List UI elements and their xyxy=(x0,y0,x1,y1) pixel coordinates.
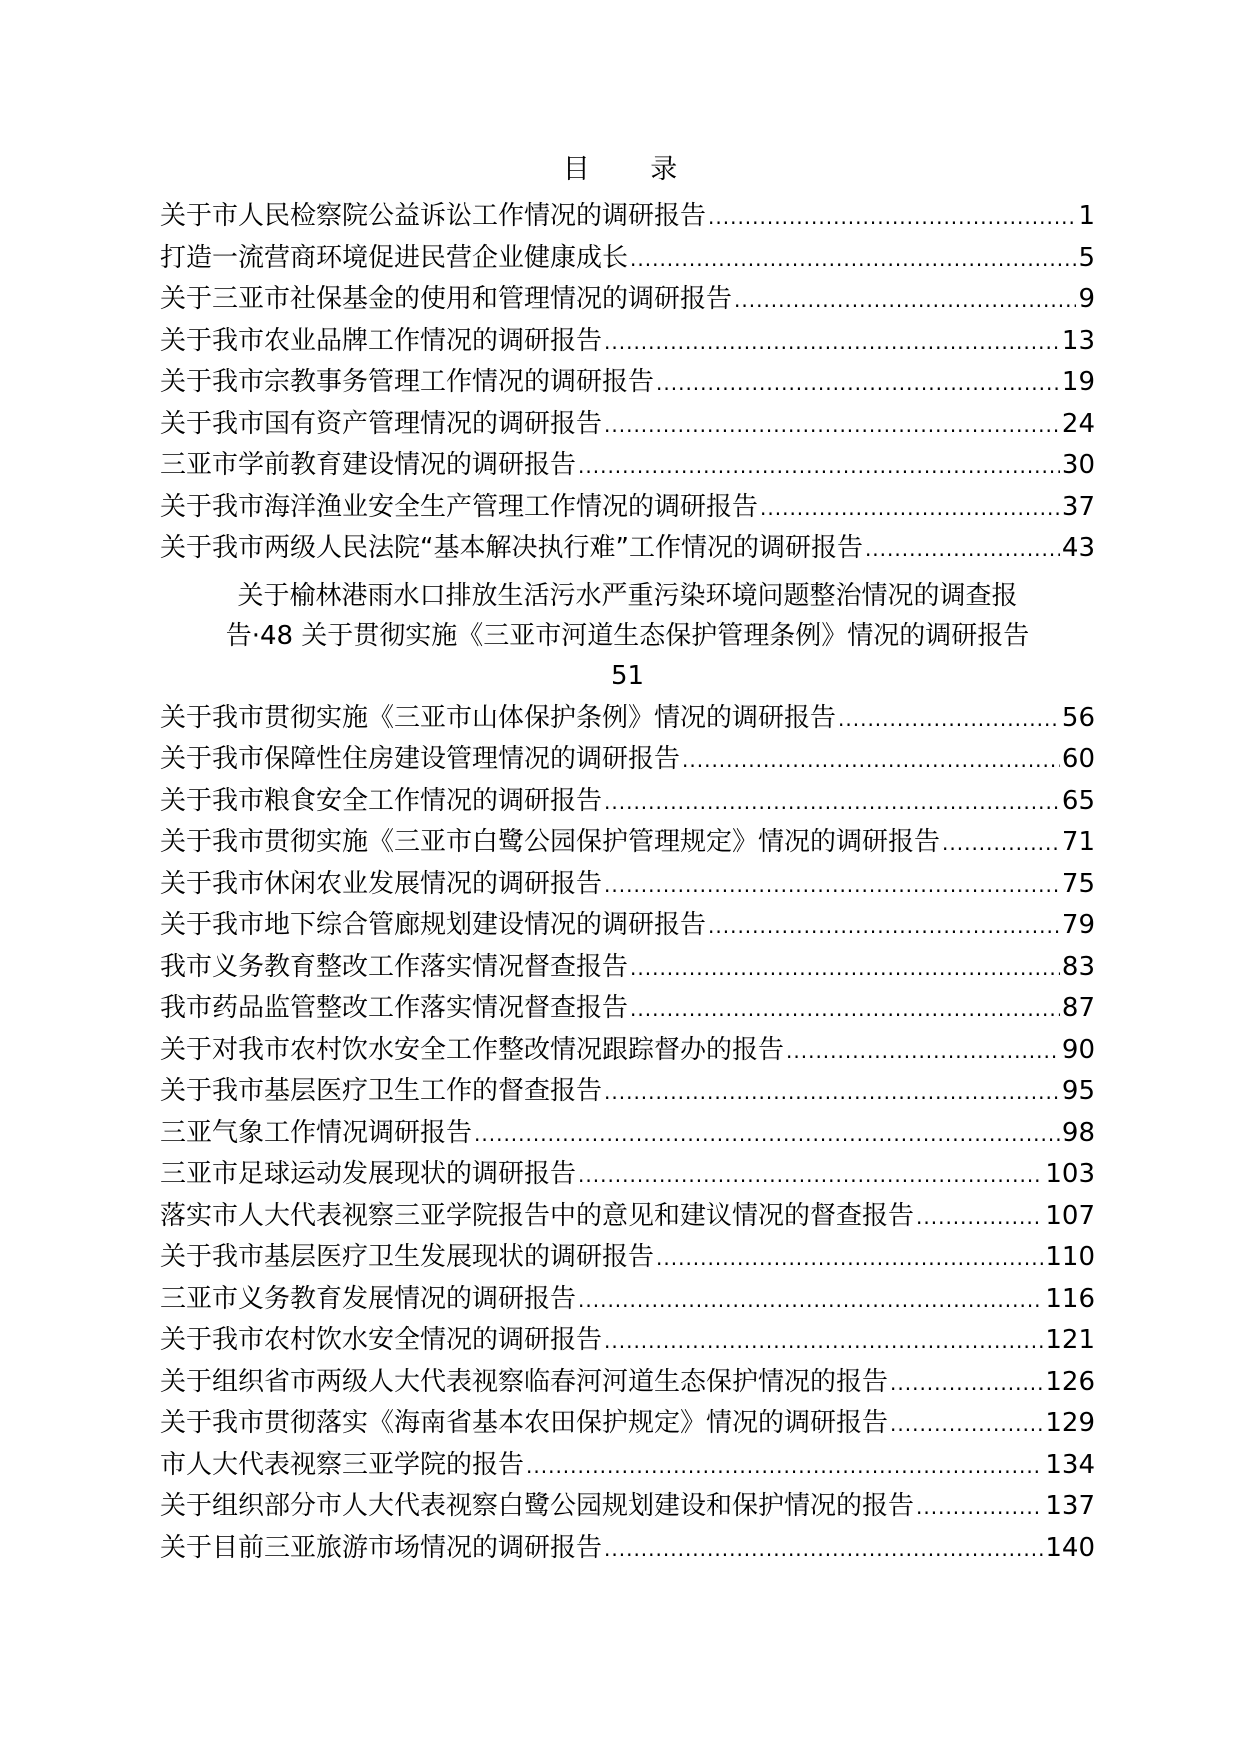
toc-entry[interactable] xyxy=(160,1320,1095,1362)
toc-entry-title: 关于我市贯彻落实《海南省基本农田保护规定》情况的调研报告 xyxy=(160,1408,889,1438)
toc-entry[interactable] xyxy=(160,822,1095,864)
toc-entry-page: 65 xyxy=(1061,785,1095,816)
toc-dot-leader xyxy=(604,1321,1043,1363)
toc-entry[interactable] xyxy=(160,864,1095,906)
toc-dot-leader xyxy=(474,1114,1060,1156)
toc-dot-leader xyxy=(630,239,1076,281)
toc-entry-page: 19 xyxy=(1061,367,1095,397)
toc-entry-page: 1 xyxy=(1078,201,1095,231)
toc-centered-line-2: 告·48 关于贯彻实施《三亚市河道生态保护管理条例》情况的调研报告 xyxy=(225,620,1030,651)
toc-dot-leader xyxy=(838,699,1060,741)
toc-entry[interactable] xyxy=(160,1113,1095,1155)
toc-dot-leader xyxy=(865,529,1060,571)
toc-entry[interactable] xyxy=(160,1445,1095,1487)
toc-entry-title: 关于我市国有资产管理情况的调研报告 xyxy=(160,408,603,439)
toc-entry-page: 103 xyxy=(1045,1159,1095,1189)
toc-dot-leader xyxy=(734,280,1076,322)
toc-entry-page: 75 xyxy=(1061,868,1095,899)
toc-dot-leader xyxy=(708,906,1060,948)
toc-dot-leader xyxy=(578,1280,1043,1322)
toc-entry[interactable] xyxy=(160,1030,1095,1072)
toc-list xyxy=(160,196,1095,1569)
toc-dot-leader xyxy=(890,1404,1043,1446)
toc-entry-title: 关于我市两级人民法院“基本解决执行难”工作情况的调研报告 xyxy=(160,533,863,563)
toc-entry[interactable] xyxy=(160,528,1095,570)
toc-entry-page: 24 xyxy=(1061,408,1095,439)
toc-entry[interactable] xyxy=(160,739,1095,781)
toc-dot-leader xyxy=(656,1238,1043,1280)
toc-dot-leader xyxy=(630,989,1060,1031)
toc-dot-leader xyxy=(656,363,1060,405)
toc-entry[interactable] xyxy=(160,362,1095,404)
toc-entry-page: 134 xyxy=(1045,1449,1095,1480)
toc-entry-page: 107 xyxy=(1045,1200,1095,1231)
toc-entry-title: 三亚市学前教育建设情况的调研报告 xyxy=(160,450,577,480)
toc-entry-title: 关于对我市农村饮水安全工作整改情况跟踪督办的报告 xyxy=(160,1034,785,1065)
toc-dot-leader xyxy=(760,488,1060,530)
toc-entry[interactable] xyxy=(160,1154,1095,1196)
toc-dot-leader xyxy=(604,322,1060,364)
toc-entry[interactable] xyxy=(160,1237,1095,1279)
toc-entry[interactable] xyxy=(160,238,1095,280)
toc-entry-title: 关于我市粮食安全工作情况的调研报告 xyxy=(160,785,603,816)
toc-entry[interactable] xyxy=(160,445,1095,487)
toc-entry[interactable] xyxy=(160,1486,1095,1528)
toc-entry-title: 关于我市贯彻实施《三亚市山体保护条例》情况的调研报告 xyxy=(160,702,837,733)
toc-entry-page: 37 xyxy=(1061,491,1095,522)
toc-entry-page: 98 xyxy=(1061,1117,1095,1148)
toc-entry-page: 110 xyxy=(1045,1242,1095,1272)
toc-entry[interactable] xyxy=(160,1071,1095,1113)
toc-entry-page: 71 xyxy=(1061,827,1095,857)
toc-entry-title: 关于市人民检察院公益诉讼工作情况的调研报告 xyxy=(160,201,707,231)
toc-dot-leader xyxy=(942,823,1060,865)
toc-entry-page: 43 xyxy=(1061,533,1095,563)
toc-entry-title: 我市药品监管整改工作落实情况督查报告 xyxy=(160,993,629,1023)
toc-dot-leader xyxy=(916,1197,1043,1239)
toc-centered-line-3: 51 xyxy=(610,660,645,691)
toc-entry-title: 关于我市海洋渔业安全生产管理工作情况的调研报告 xyxy=(160,491,759,522)
toc-entry-page: 56 xyxy=(1061,702,1095,733)
toc-entry[interactable] xyxy=(160,1279,1095,1321)
toc-dot-leader xyxy=(578,1155,1043,1197)
toc-centered-line-1: 关于榆林港雨水口排放生活污水严重污染环境问题整治情况的调查报 xyxy=(237,580,1018,611)
toc-dot-leader xyxy=(604,865,1060,907)
toc-entry-page: 116 xyxy=(1045,1283,1095,1314)
toc-centered-block xyxy=(160,570,1095,698)
toc-dot-leader xyxy=(604,405,1060,447)
toc-dot-leader xyxy=(890,1363,1043,1405)
toc-entry-title: 关于我市农业品牌工作情况的调研报告 xyxy=(160,325,603,356)
toc-dot-leader xyxy=(604,1072,1060,1114)
toc-entry-title: 落实市人大代表视察三亚学院报告中的意见和建议情况的督查报告 xyxy=(160,1200,915,1231)
toc-entry[interactable] xyxy=(160,698,1095,740)
toc-entry[interactable] xyxy=(160,196,1095,238)
toc-group-b xyxy=(160,698,1095,1570)
toc-entry-page: 9 xyxy=(1078,284,1095,314)
toc-entry-page: 95 xyxy=(1061,1076,1095,1106)
toc-entry-page: 121 xyxy=(1045,1325,1095,1355)
toc-entry[interactable] xyxy=(160,905,1095,947)
toc-entry-page: 13 xyxy=(1061,325,1095,356)
toc-dot-leader xyxy=(630,948,1060,990)
toc-group-a xyxy=(160,196,1095,570)
toc-entry-title: 关于我市休闲农业发展情况的调研报告 xyxy=(160,868,603,899)
toc-entry[interactable] xyxy=(160,947,1095,989)
toc-entry[interactable] xyxy=(160,487,1095,529)
toc-entry-title: 我市义务教育整改工作落实情况督查报告 xyxy=(160,951,629,982)
toc-entry-title: 关于我市贯彻实施《三亚市白鹭公园保护管理规定》情况的调研报告 xyxy=(160,827,941,857)
toc-entry-title: 三亚市足球运动发展现状的调研报告 xyxy=(160,1159,577,1189)
toc-entry[interactable] xyxy=(160,1196,1095,1238)
toc-entry-title: 关于三亚市社保基金的使用和管理情况的调研报告 xyxy=(160,284,733,314)
toc-entry-title: 关于我市农村饮水安全情况的调研报告 xyxy=(160,1325,603,1355)
toc-dot-leader xyxy=(578,446,1060,488)
toc-entry-title: 打造一流营商环境促进民营企业健康成长 xyxy=(160,242,629,273)
toc-entry[interactable] xyxy=(160,781,1095,823)
toc-entry[interactable] xyxy=(160,1362,1095,1404)
toc-entry-title: 三亚气象工作情况调研报告 xyxy=(160,1117,473,1148)
toc-entry-page: 140 xyxy=(1045,1532,1095,1563)
toc-entry-title: 关于我市宗教事务管理工作情况的调研报告 xyxy=(160,367,655,397)
toc-dot-leader xyxy=(708,197,1076,239)
toc-entry-page: 79 xyxy=(1061,910,1095,940)
toc-entry-title: 关于目前三亚旅游市场情况的调研报告 xyxy=(160,1532,603,1563)
toc-entry[interactable] xyxy=(160,1403,1095,1445)
toc-entry-page: 90 xyxy=(1061,1034,1095,1065)
toc-entry-title: 关于组织省市两级人大代表视察临春河河道生态保护情况的报告 xyxy=(160,1366,889,1397)
toc-dot-leader xyxy=(682,740,1060,782)
toc-entry-page: 126 xyxy=(1045,1366,1095,1397)
toc-entry-page: 83 xyxy=(1061,951,1095,982)
toc-entry-page: 5 xyxy=(1078,242,1095,273)
toc-dot-leader xyxy=(786,1031,1060,1073)
toc-entry[interactable] xyxy=(160,279,1095,321)
toc-entry[interactable] xyxy=(160,321,1095,363)
toc-entry-title: 关于我市地下综合管廊规划建设情况的调研报告 xyxy=(160,910,707,940)
toc-entry-title: 三亚市义务教育发展情况的调研报告 xyxy=(160,1283,577,1314)
toc-entry-title: 关于我市基层医疗卫生发展现状的调研报告 xyxy=(160,1242,655,1272)
toc-entry[interactable] xyxy=(160,404,1095,446)
toc-entry-page: 60 xyxy=(1061,744,1095,774)
toc-dot-leader xyxy=(604,782,1060,824)
toc-dot-leader xyxy=(916,1487,1043,1529)
toc-entry-title: 关于组织部分市人大代表视察白鹭公园规划建设和保护情况的报告 xyxy=(160,1491,915,1521)
toc-entry-page: 87 xyxy=(1061,993,1095,1023)
toc-entry[interactable] xyxy=(160,988,1095,1030)
toc-entry[interactable] xyxy=(160,1528,1095,1570)
toc-entry-title: 市人大代表视察三亚学院的报告 xyxy=(160,1449,525,1480)
toc-dot-leader xyxy=(526,1446,1043,1488)
toc-entry-title: 关于我市基层医疗卫生工作的督查报告 xyxy=(160,1076,603,1106)
toc-entry-page: 30 xyxy=(1061,450,1095,480)
toc-title: 目 录 xyxy=(562,154,704,185)
toc-entry-page: 137 xyxy=(1045,1491,1095,1521)
toc-entry-title: 关于我市保障性住房建设管理情况的调研报告 xyxy=(160,744,681,774)
toc-entry-page: 129 xyxy=(1045,1408,1095,1438)
toc-dot-leader xyxy=(604,1529,1043,1571)
